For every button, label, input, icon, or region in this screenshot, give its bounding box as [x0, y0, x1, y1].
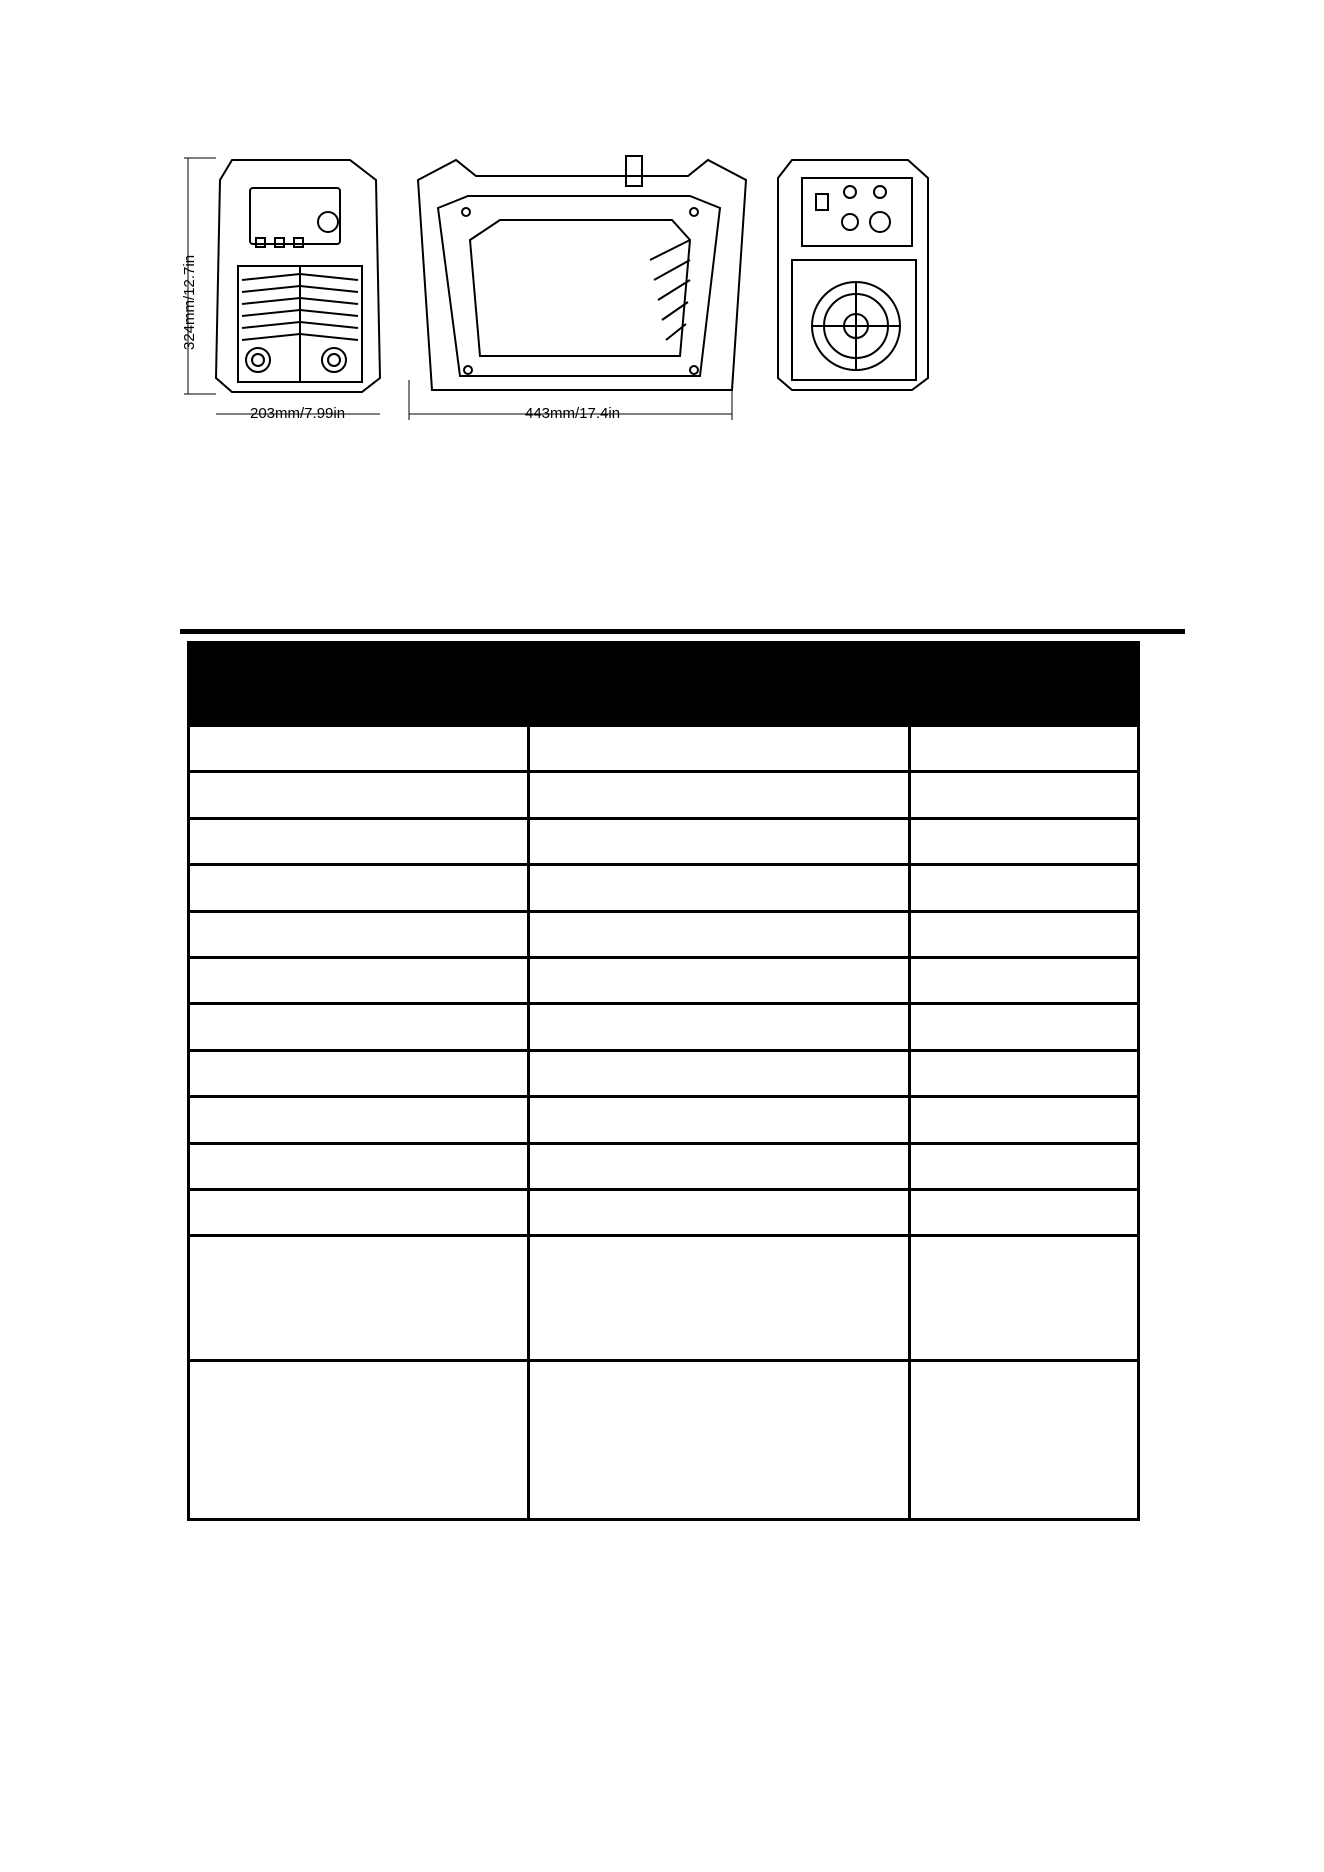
rear-view	[778, 160, 928, 390]
table-cell	[190, 1359, 530, 1519]
table-cell	[911, 1359, 1137, 1519]
section-rule	[180, 629, 1185, 634]
height-dimension-label: 324mm/12.7in	[181, 254, 198, 350]
table-cell	[911, 1142, 1137, 1188]
table-cell	[530, 1142, 911, 1188]
table-header	[190, 644, 1137, 724]
table-cell	[190, 1142, 530, 1188]
table-cell	[911, 1234, 1137, 1359]
table-cell	[190, 956, 530, 1002]
side-width-label: 443mm/17.4in	[525, 405, 621, 422]
table-cell	[911, 770, 1137, 816]
front-width-label: 203mm/7.99in	[250, 405, 346, 422]
table-cell	[911, 724, 1137, 770]
table-cell	[530, 724, 911, 770]
spec-table	[187, 641, 1140, 1521]
table-cell	[911, 817, 1137, 863]
dimension-drawing	[180, 150, 1140, 508]
table-cell	[911, 956, 1137, 1002]
table-cell	[530, 770, 911, 816]
table-cell	[190, 817, 530, 863]
front-view	[184, 158, 380, 414]
table-cell	[190, 770, 530, 816]
table-cell	[190, 910, 530, 956]
table-cell	[530, 1234, 911, 1359]
table-cell	[911, 910, 1137, 956]
table-cell	[190, 863, 530, 909]
table-cell	[911, 1095, 1137, 1141]
table-cell	[190, 1095, 530, 1141]
table-cell	[530, 1095, 911, 1141]
table-cell	[530, 1002, 911, 1048]
table-cell	[190, 1234, 530, 1359]
table-cell	[530, 863, 911, 909]
table-cell	[190, 1002, 530, 1048]
table-cell	[530, 1049, 911, 1095]
table-cell	[190, 1049, 530, 1095]
side-view	[409, 156, 746, 420]
table-cell	[530, 817, 911, 863]
table-cell	[530, 910, 911, 956]
table-cell	[911, 863, 1137, 909]
table-cell	[911, 1188, 1137, 1234]
dimension-drawing-svg	[180, 150, 1140, 508]
table-cell	[911, 1002, 1137, 1048]
table-cell	[190, 724, 530, 770]
table-cell	[190, 1188, 530, 1234]
table-cell	[530, 1359, 911, 1519]
table-cell	[530, 1188, 911, 1234]
table-cell	[911, 1049, 1137, 1095]
table-cell	[530, 956, 911, 1002]
